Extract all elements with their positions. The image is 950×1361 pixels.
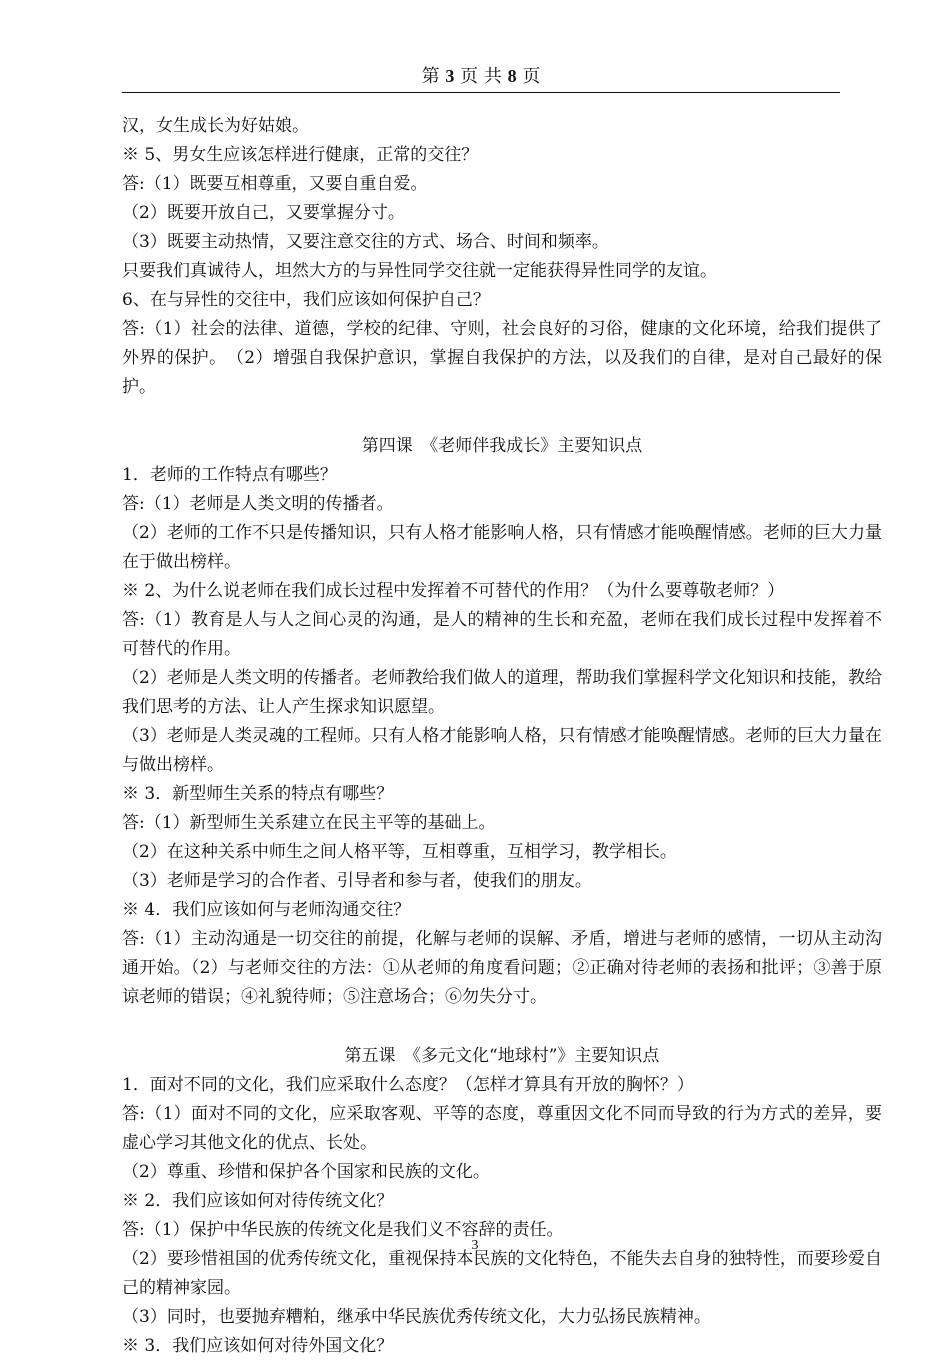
page-number-footer: 3	[471, 1238, 479, 1253]
text-line: 只要我们真诚待人，坦然大方的与异性同学交往就一定能获得异性同学的友谊。	[122, 261, 717, 281]
answer-line: 答:（1）新型师生关系建立在民主平等的基础上。	[122, 813, 496, 833]
question-line: ※ 5、男女生应该怎样进行健康，正常的交往？	[122, 145, 479, 165]
question-line: ※ 3．新型师生关系的特点有哪些？	[122, 784, 394, 804]
answer-line: （2）既要开放自己，又要掌握分寸。	[122, 203, 405, 223]
answer-line: 答:（1）保护中华民族的传统文化是我们义不容辞的责任。	[122, 1220, 564, 1240]
answer-paragraph: 答:（1）教育是人与人之间心灵的沟通，是人的精神的生长和充盈，老师在我们成长过程中发挥着不可替代的作用。	[122, 610, 882, 659]
answer-paragraph: 答:（1）面对不同的文化，应采取客观、平等的态度，尊重因文化不同而导致的行为方式的差异，要虚心学习其他文化的优点、长处。	[122, 1104, 882, 1153]
answer-paragraph: （3）老师是人类灵魂的工程师。只有人格才能影响人格，只有情感才能唤醒情感。老师的巨大力量在与做出榜样。	[122, 726, 882, 775]
document-body	[122, 112, 882, 1361]
question-line: ※ 2．我们应该如何对待传统文化？	[122, 1191, 394, 1211]
answer-line: 答:（1）既要互相尊重，又要自重自爱。	[122, 174, 428, 194]
page-header	[122, 64, 840, 93]
answer-line: （2）在这种关系中师生之间人格平等，互相尊重，互相学习，教学相长。	[122, 842, 677, 862]
section-heading-lesson-4: 第四课 《老师伴我成长》主要知识点	[361, 436, 643, 456]
section-heading-lesson-5: 第五课 《多元文化“地球村”》主要知识点	[344, 1046, 660, 1066]
text-line: 汉，女生成长为好姑娘。	[122, 116, 309, 136]
answer-line: （2）尊重、珍惜和保护各个国家和民族的文化。	[122, 1162, 490, 1182]
answer-paragraph: 答:（1）社会的法律、道德，学校的纪律、守则，社会良好的习俗，健康的文化环境，给我们提供了外界的保护。 （2）增强自我保护意识，掌握自我保护的方法，以及我们的自律，是对自己最好的保护。	[122, 319, 882, 397]
question-line: 1．老师的工作特点有哪些？	[122, 465, 337, 485]
question-line: ※ 2、为什么说老师在我们成长过程中发挥着不可替代的作用？（为什么要尊敬老师？）	[122, 581, 785, 601]
answer-paragraph: （2）老师是人类文明的传播者。老师教给我们做人的道理，帮助我们掌握科学文化知识和技能，教给我们思考的方法、让人产生探求知识愿望。	[122, 668, 882, 717]
header-suffix: 页	[522, 66, 541, 87]
answer-line: 答:（1）老师是人类文明的传播者。	[122, 494, 394, 514]
section-spacer	[122, 1012, 882, 1042]
question-line: ※ 4．我们应该如何与老师沟通交往？	[122, 900, 411, 920]
answer-line: （3）既要主动热情，又要注意交往的方式、场合、时间和频率。	[122, 232, 609, 252]
answer-paragraph: （2）要珍惜祖国的优秀传统文化，重视保持本民族的文化特色，不能失去自身的独特性，而要珍爱自己的精神家园。	[122, 1249, 882, 1298]
answer-line: （3）同时，也要抛弃糟粕，继承中华民族优秀传统文化，大力弘扬民族精神。	[122, 1307, 711, 1327]
question-line: 6、在与异性的交往中，我们应该如何保护自己？	[122, 290, 490, 310]
header-middle: 页 共	[460, 66, 502, 87]
header-current-page: 3	[445, 66, 455, 86]
answer-paragraph: （2）老师的工作不只是传播知识，只有人格才能影响人格，只有情感才能唤醒情感。老师的巨大力量在于做出榜样。	[122, 523, 882, 572]
question-line: 1．面对不同的文化，我们应采取什么态度？（怎样才算具有开放的胸怀？）	[122, 1075, 694, 1095]
header-total-pages: 8	[507, 66, 517, 86]
answer-line: （3）老师是学习的合作者、引导者和参与者，使我们的朋友。	[122, 871, 592, 891]
header-prefix: 第	[421, 66, 440, 87]
question-line: ※ 3．我们应该如何对待外国文化？	[122, 1336, 394, 1356]
section-spacer	[122, 402, 882, 432]
answer-paragraph: 答:（1）主动沟通是一切交往的前提，化解与老师的误解、矛盾，增进与老师的感情，一切从主动沟通开始。（2）与老师交往的方法：①从老师的角度看问题；②正确对待老师的表扬和批评；③善于原谅老师的错误；④礼貌待师；⑤注意场合；⑥勿失分寸。	[122, 929, 882, 1007]
